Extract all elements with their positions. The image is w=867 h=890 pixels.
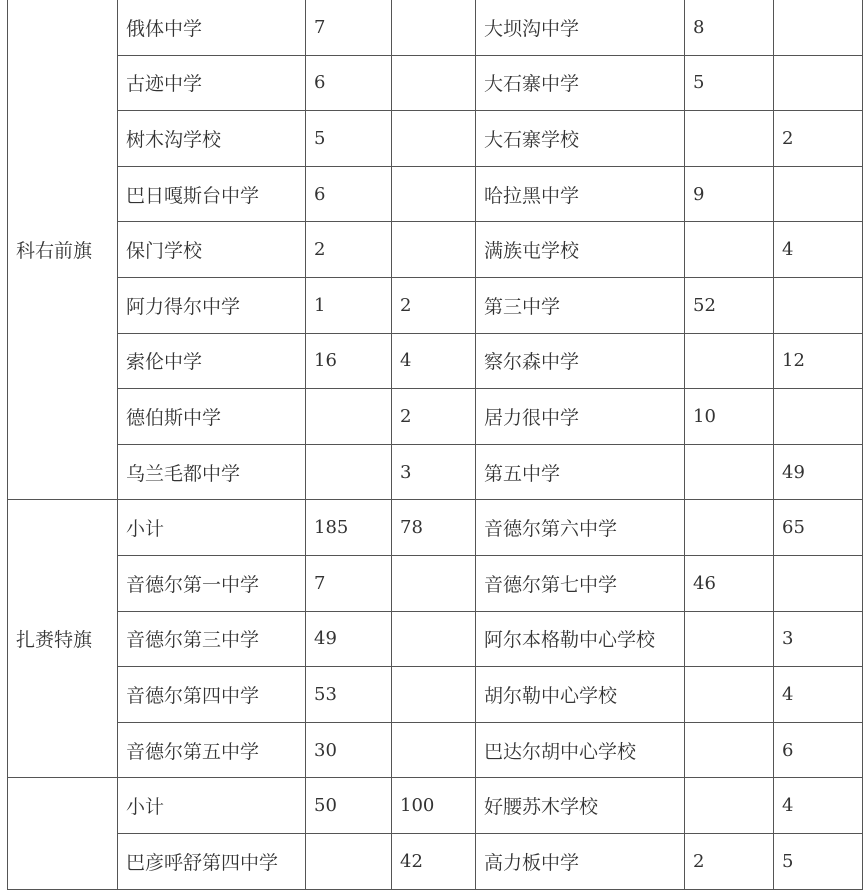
count-b-right: 6	[774, 722, 863, 778]
table-row	[8, 500, 863, 556]
school-name-right: 巴达尔胡中心学校	[476, 722, 685, 778]
school-name-left: 小计	[118, 778, 306, 834]
table-row	[8, 55, 863, 111]
count-a-right	[685, 611, 774, 667]
count-a-left	[306, 444, 392, 500]
count-b-left	[392, 55, 476, 111]
school-name-left: 乌兰毛都中学	[118, 444, 306, 500]
count-a-right	[685, 667, 774, 723]
count-b-left: 3	[392, 444, 476, 500]
table-row	[8, 111, 863, 167]
count-a-left: 7	[306, 0, 392, 55]
count-b-right	[774, 555, 863, 611]
count-a-right	[685, 111, 774, 167]
school-name-right: 第五中学	[476, 444, 685, 500]
count-b-right	[774, 0, 863, 55]
school-name-left: 音德尔第五中学	[118, 722, 306, 778]
count-a-left: 185	[306, 500, 392, 556]
school-name-right: 满族屯学校	[476, 222, 685, 278]
school-name-left: 古迹中学	[118, 55, 306, 111]
table-row	[8, 333, 863, 389]
count-a-left: 16	[306, 333, 392, 389]
school-name-left: 小计	[118, 500, 306, 556]
count-b-right: 4	[774, 667, 863, 723]
count-b-left: 42	[392, 833, 476, 889]
table-row	[8, 0, 863, 55]
school-name-left: 索伦中学	[118, 333, 306, 389]
count-b-right	[774, 55, 863, 111]
table-row	[8, 277, 863, 333]
count-a-right	[685, 222, 774, 278]
count-b-right: 4	[774, 778, 863, 834]
count-a-left: 7	[306, 555, 392, 611]
count-b-left: 78	[392, 500, 476, 556]
school-name-right: 音德尔第六中学	[476, 500, 685, 556]
count-a-left: 6	[306, 166, 392, 222]
table-row	[8, 833, 863, 889]
count-a-left: 2	[306, 222, 392, 278]
school-name-right: 高力板中学	[476, 833, 685, 889]
table-row	[8, 667, 863, 723]
count-b-left	[392, 667, 476, 723]
count-b-left	[392, 222, 476, 278]
count-a-left: 53	[306, 667, 392, 723]
school-name-right: 大石寨学校	[476, 111, 685, 167]
table-row	[8, 722, 863, 778]
count-b-right: 12	[774, 333, 863, 389]
count-b-left	[392, 166, 476, 222]
count-a-left: 49	[306, 611, 392, 667]
school-name-left: 巴彦呼舒第四中学	[118, 833, 306, 889]
school-name-left: 音德尔第四中学	[118, 667, 306, 723]
school-name-right: 音德尔第七中学	[476, 555, 685, 611]
school-name-right: 大石寨中学	[476, 55, 685, 111]
school-name-left: 巴日嘎斯台中学	[118, 166, 306, 222]
school-name-right: 居力很中学	[476, 389, 685, 445]
count-b-left	[392, 722, 476, 778]
table-row	[8, 389, 863, 445]
school-name-right: 哈拉黑中学	[476, 166, 685, 222]
region-cell	[8, 778, 118, 889]
count-a-right	[685, 333, 774, 389]
count-a-right	[685, 444, 774, 500]
count-a-right: 2	[685, 833, 774, 889]
count-b-right: 5	[774, 833, 863, 889]
count-a-right: 46	[685, 555, 774, 611]
school-name-left: 树木沟学校	[118, 111, 306, 167]
school-name-left: 阿力得尔中学	[118, 277, 306, 333]
school-name-left: 德伯斯中学	[118, 389, 306, 445]
count-a-right	[685, 722, 774, 778]
count-a-right: 52	[685, 277, 774, 333]
school-name-right: 阿尔本格勒中心学校	[476, 611, 685, 667]
table-row	[8, 611, 863, 667]
count-b-right	[774, 166, 863, 222]
school-name-right: 胡尔勒中心学校	[476, 667, 685, 723]
table-row	[8, 555, 863, 611]
count-a-right: 9	[685, 166, 774, 222]
table-row	[8, 222, 863, 278]
count-a-right: 5	[685, 55, 774, 111]
count-b-right: 2	[774, 111, 863, 167]
school-name-right: 第三中学	[476, 277, 685, 333]
school-name-left: 音德尔第三中学	[118, 611, 306, 667]
count-b-left: 100	[392, 778, 476, 834]
count-b-right: 49	[774, 444, 863, 500]
count-b-left	[392, 0, 476, 55]
count-a-left	[306, 389, 392, 445]
count-b-left: 4	[392, 333, 476, 389]
count-b-left: 2	[392, 277, 476, 333]
count-a-left	[306, 833, 392, 889]
count-a-left: 6	[306, 55, 392, 111]
count-b-right: 4	[774, 222, 863, 278]
count-a-right	[685, 500, 774, 556]
count-b-left: 2	[392, 389, 476, 445]
count-a-left: 5	[306, 111, 392, 167]
school-name-left: 音德尔第一中学	[118, 555, 306, 611]
count-b-right: 3	[774, 611, 863, 667]
count-a-left: 50	[306, 778, 392, 834]
count-a-right	[685, 778, 774, 834]
region-cell: 扎赉特旗	[8, 500, 118, 778]
school-name-right: 大坝沟中学	[476, 0, 685, 55]
count-b-left	[392, 611, 476, 667]
table-row	[8, 778, 863, 834]
school-name-left: 俄体中学	[118, 0, 306, 55]
count-b-right	[774, 389, 863, 445]
count-b-right	[774, 277, 863, 333]
school-name-right: 好腰苏木学校	[476, 778, 685, 834]
table-row	[8, 166, 863, 222]
school-name-left: 保门学校	[118, 222, 306, 278]
count-a-right: 8	[685, 0, 774, 55]
school-table	[7, 0, 863, 890]
school-name-right: 察尔森中学	[476, 333, 685, 389]
count-a-left: 30	[306, 722, 392, 778]
count-b-left	[392, 111, 476, 167]
table-row	[8, 444, 863, 500]
count-b-right: 65	[774, 500, 863, 556]
region-cell: 科右前旗	[8, 0, 118, 500]
count-a-left: 1	[306, 277, 392, 333]
count-a-right: 10	[685, 389, 774, 445]
count-b-left	[392, 555, 476, 611]
